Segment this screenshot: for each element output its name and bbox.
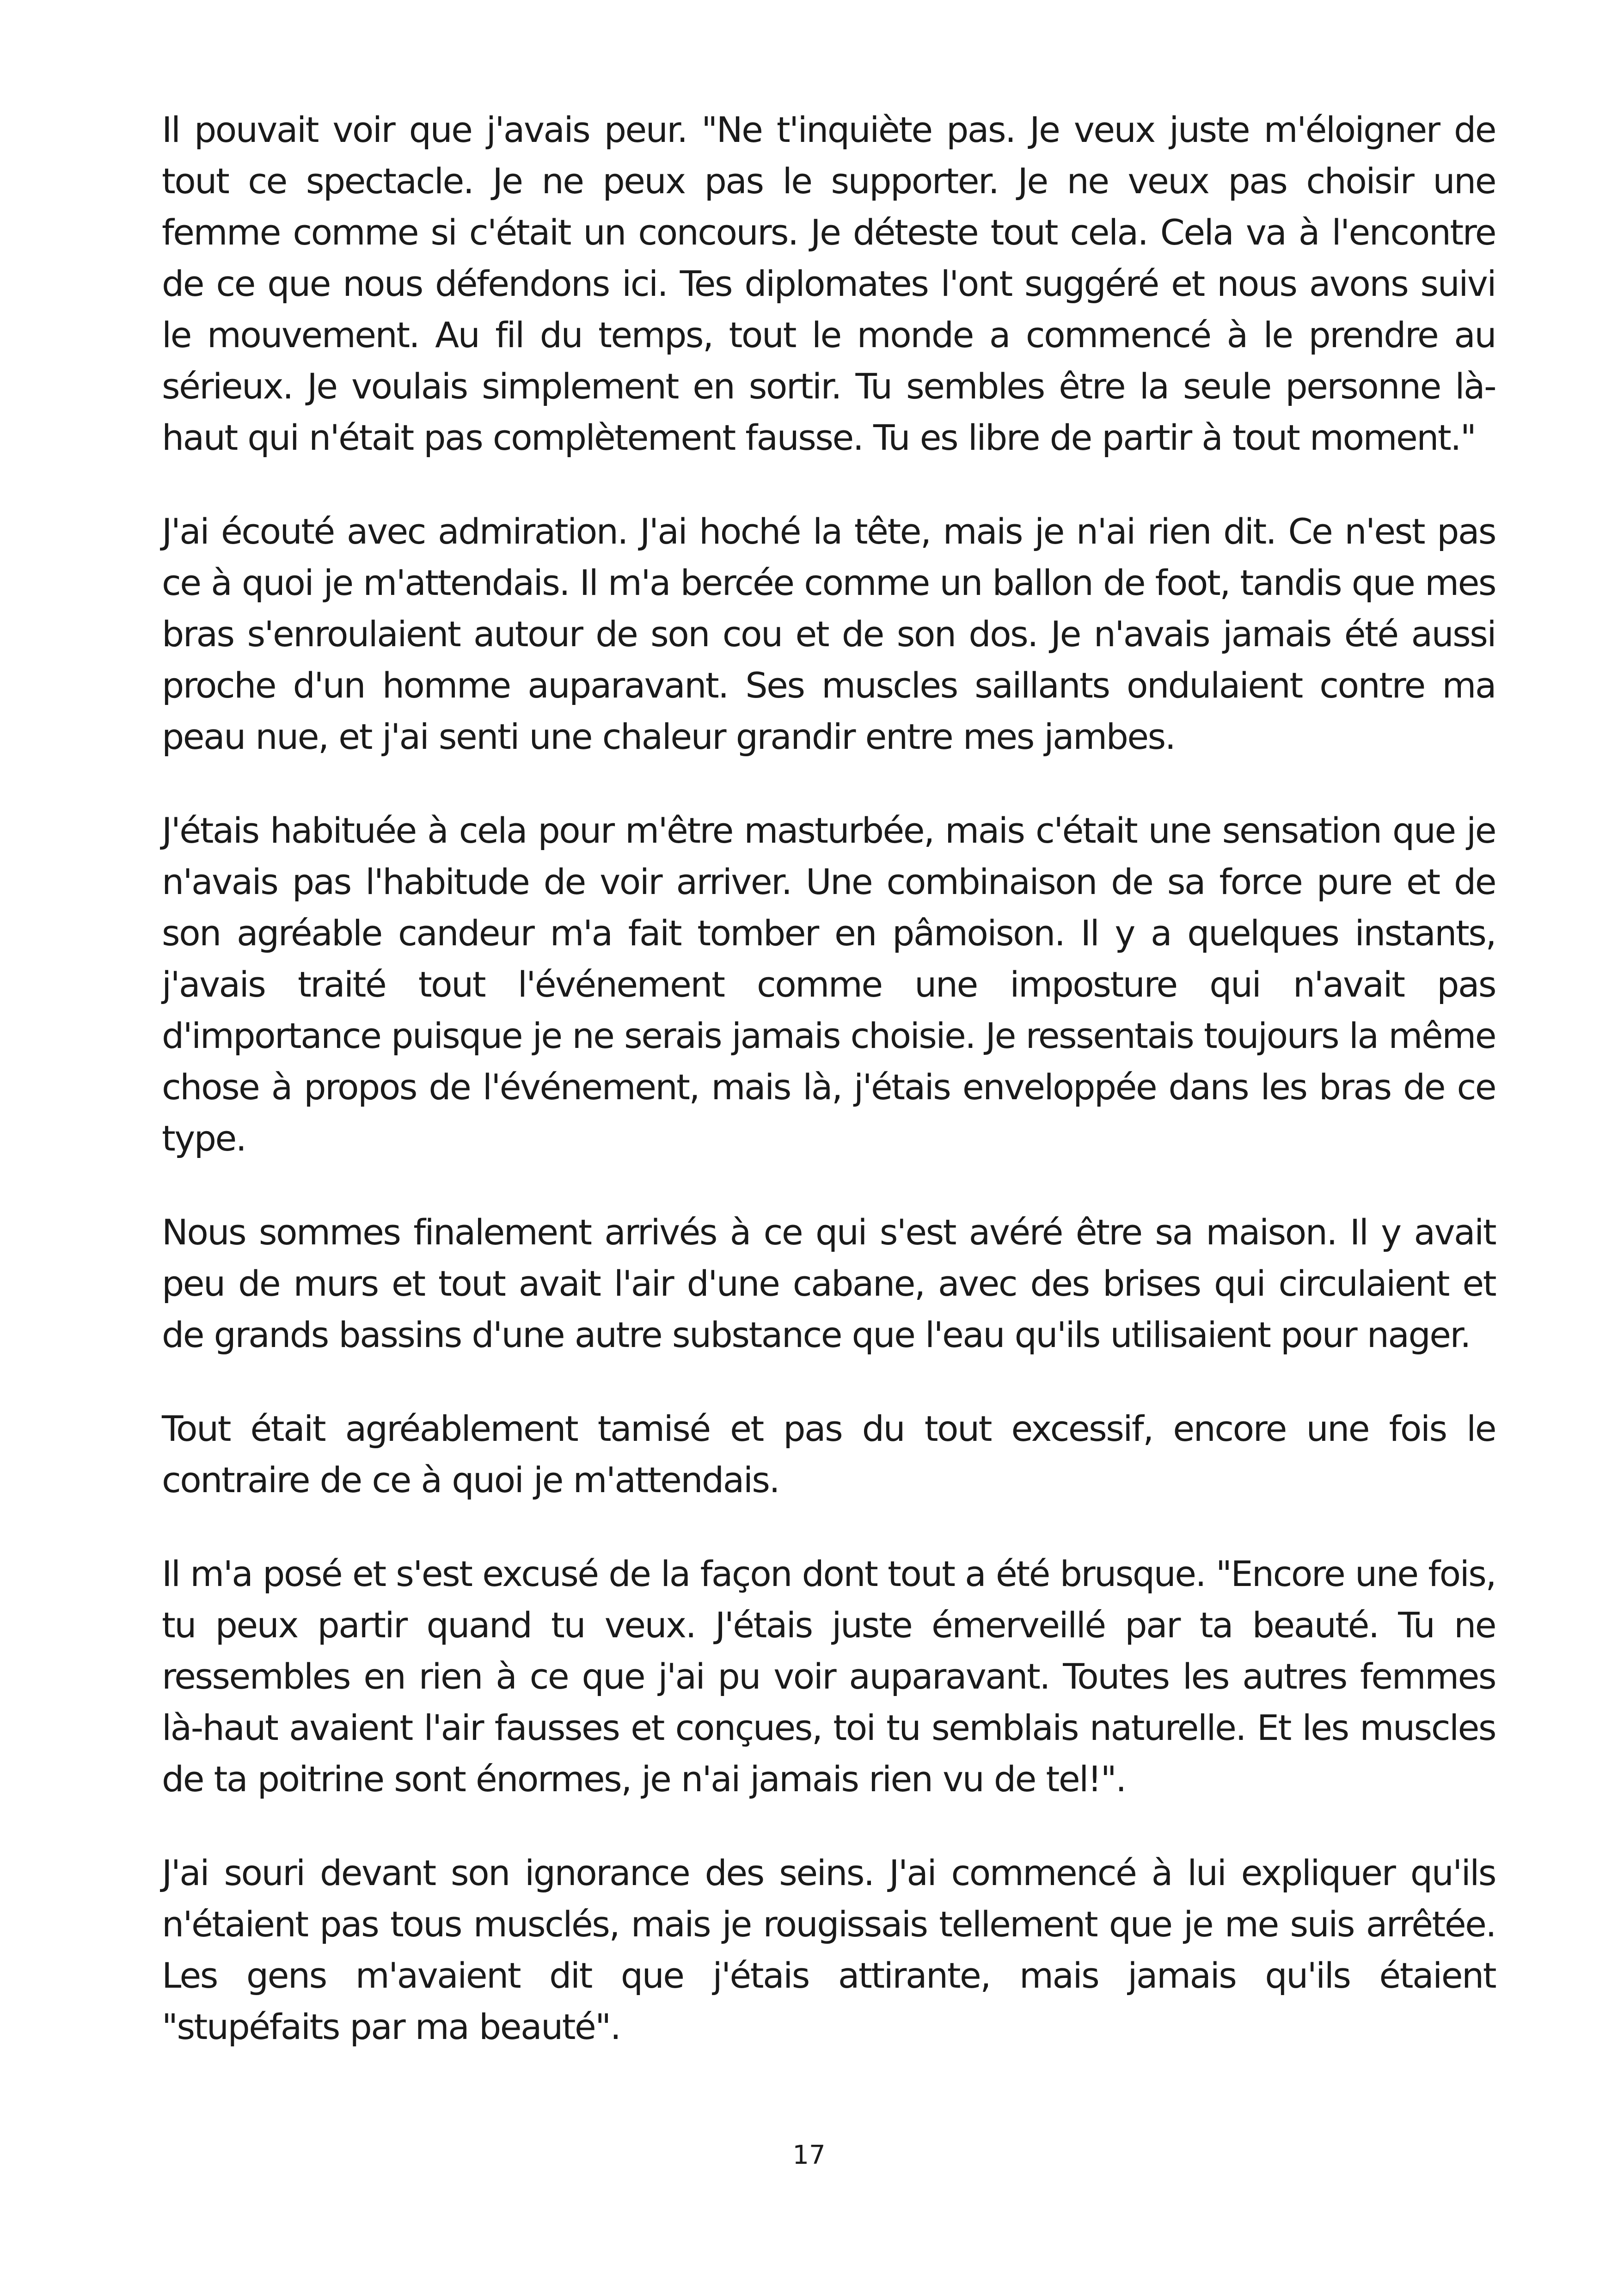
body-text (162, 104, 1495, 2095)
paragraph-7: J'ai souri devant son ignorance des seins. J'ai commencé à lui expliquer qu'ils n'étaient pas tous musclés, mais je rougissais tellement que je me suis arrêtée. Les gens m'avaient dit que j'étais attirante, mais jamais qu'ils étaient "stupéfaits par ma beauté". (162, 1852, 1495, 2047)
page-number: 17 (792, 2140, 826, 2170)
paragraph-3: J'étais habituée à cela pour m'être masturbée, mais c'était une sensation que je n'avais pas l'habitude de voir arriver. Une combinaison de sa force pure et de son agréable candeur m'a fait tomber en pâmoison. Il y a quelques instants, j'avais traité tout l'événement comme une imposture qui n'avait pas d'importance puisque je ne serais jamais choisie. Je ressentais toujours la même chose à propos de l'événement, mais là, j'étais enveloppée dans les bras de ce type. (162, 810, 1495, 1159)
paragraph-1: Il pouvait voir que j'avais peur. "Ne t'inquiète pas. Je veux juste m'éloigner de tout ce spectacle. Je ne peux pas le supporter. Je ne veux pas choisir une femme comme si c'était un concours. Je déteste tout cela. Cela va à l'encontre de ce que nous défendons ici. Tes diplomates l'ont suggéré et nous avons suivi le mouvement. Au fil du temps, tout le monde a commencé à le prendre au sérieux. Je voulais simplement en sortir. Tu sembles être la seule personne là-haut qui n'était pas complètement fausse. Tu es libre de partir à tout moment." (162, 109, 1495, 458)
paragraph-6: Il m'a posé et s'est excusé de la façon dont tout a été brusque. "Encore une fois, tu peux partir quand tu veux. J'étais juste émerveillé par ta beauté. Tu ne ressembles en rien à ce que j'ai pu voir auparavant. Toutes les autres femmes là-haut avaient l'air fausses et conçues, toi tu semblais naturelle. Et les muscles de ta poitrine sont énormes, je n'ai jamais rien vu de tel!". (162, 1553, 1495, 1800)
paragraph-2: J'ai écouté avec admiration. J'ai hoché la tête, mais je n'ai rien dit. Ce n'est pas ce à quoi je m'attendais. Il m'a bercée comme un ballon de foot, tandis que mes bras s'enroulaient autour de son cou et de son dos. Je n'avais jamais été aussi proche d'un homme auparavant. Ses muscles saillants ondulaient contre ma peau nue, et j'ai senti une chaleur grandir entre mes jambes. (162, 511, 1495, 757)
paragraph-4: Nous sommes finalement arrivés à ce qui s'est avéré être sa maison. Il y avait peu de murs et tout avait l'air d'une cabane, avec des brises qui circulaient et de grands bassins d'une autre substance que l'eau qu'ils utilisaient pour nager. (162, 1212, 1495, 1355)
paragraph-5: Tout était agréablement tamisé et pas du tout excessif, encore une fois le contraire de ce à quoi je m'attendais. (162, 1408, 1495, 1500)
